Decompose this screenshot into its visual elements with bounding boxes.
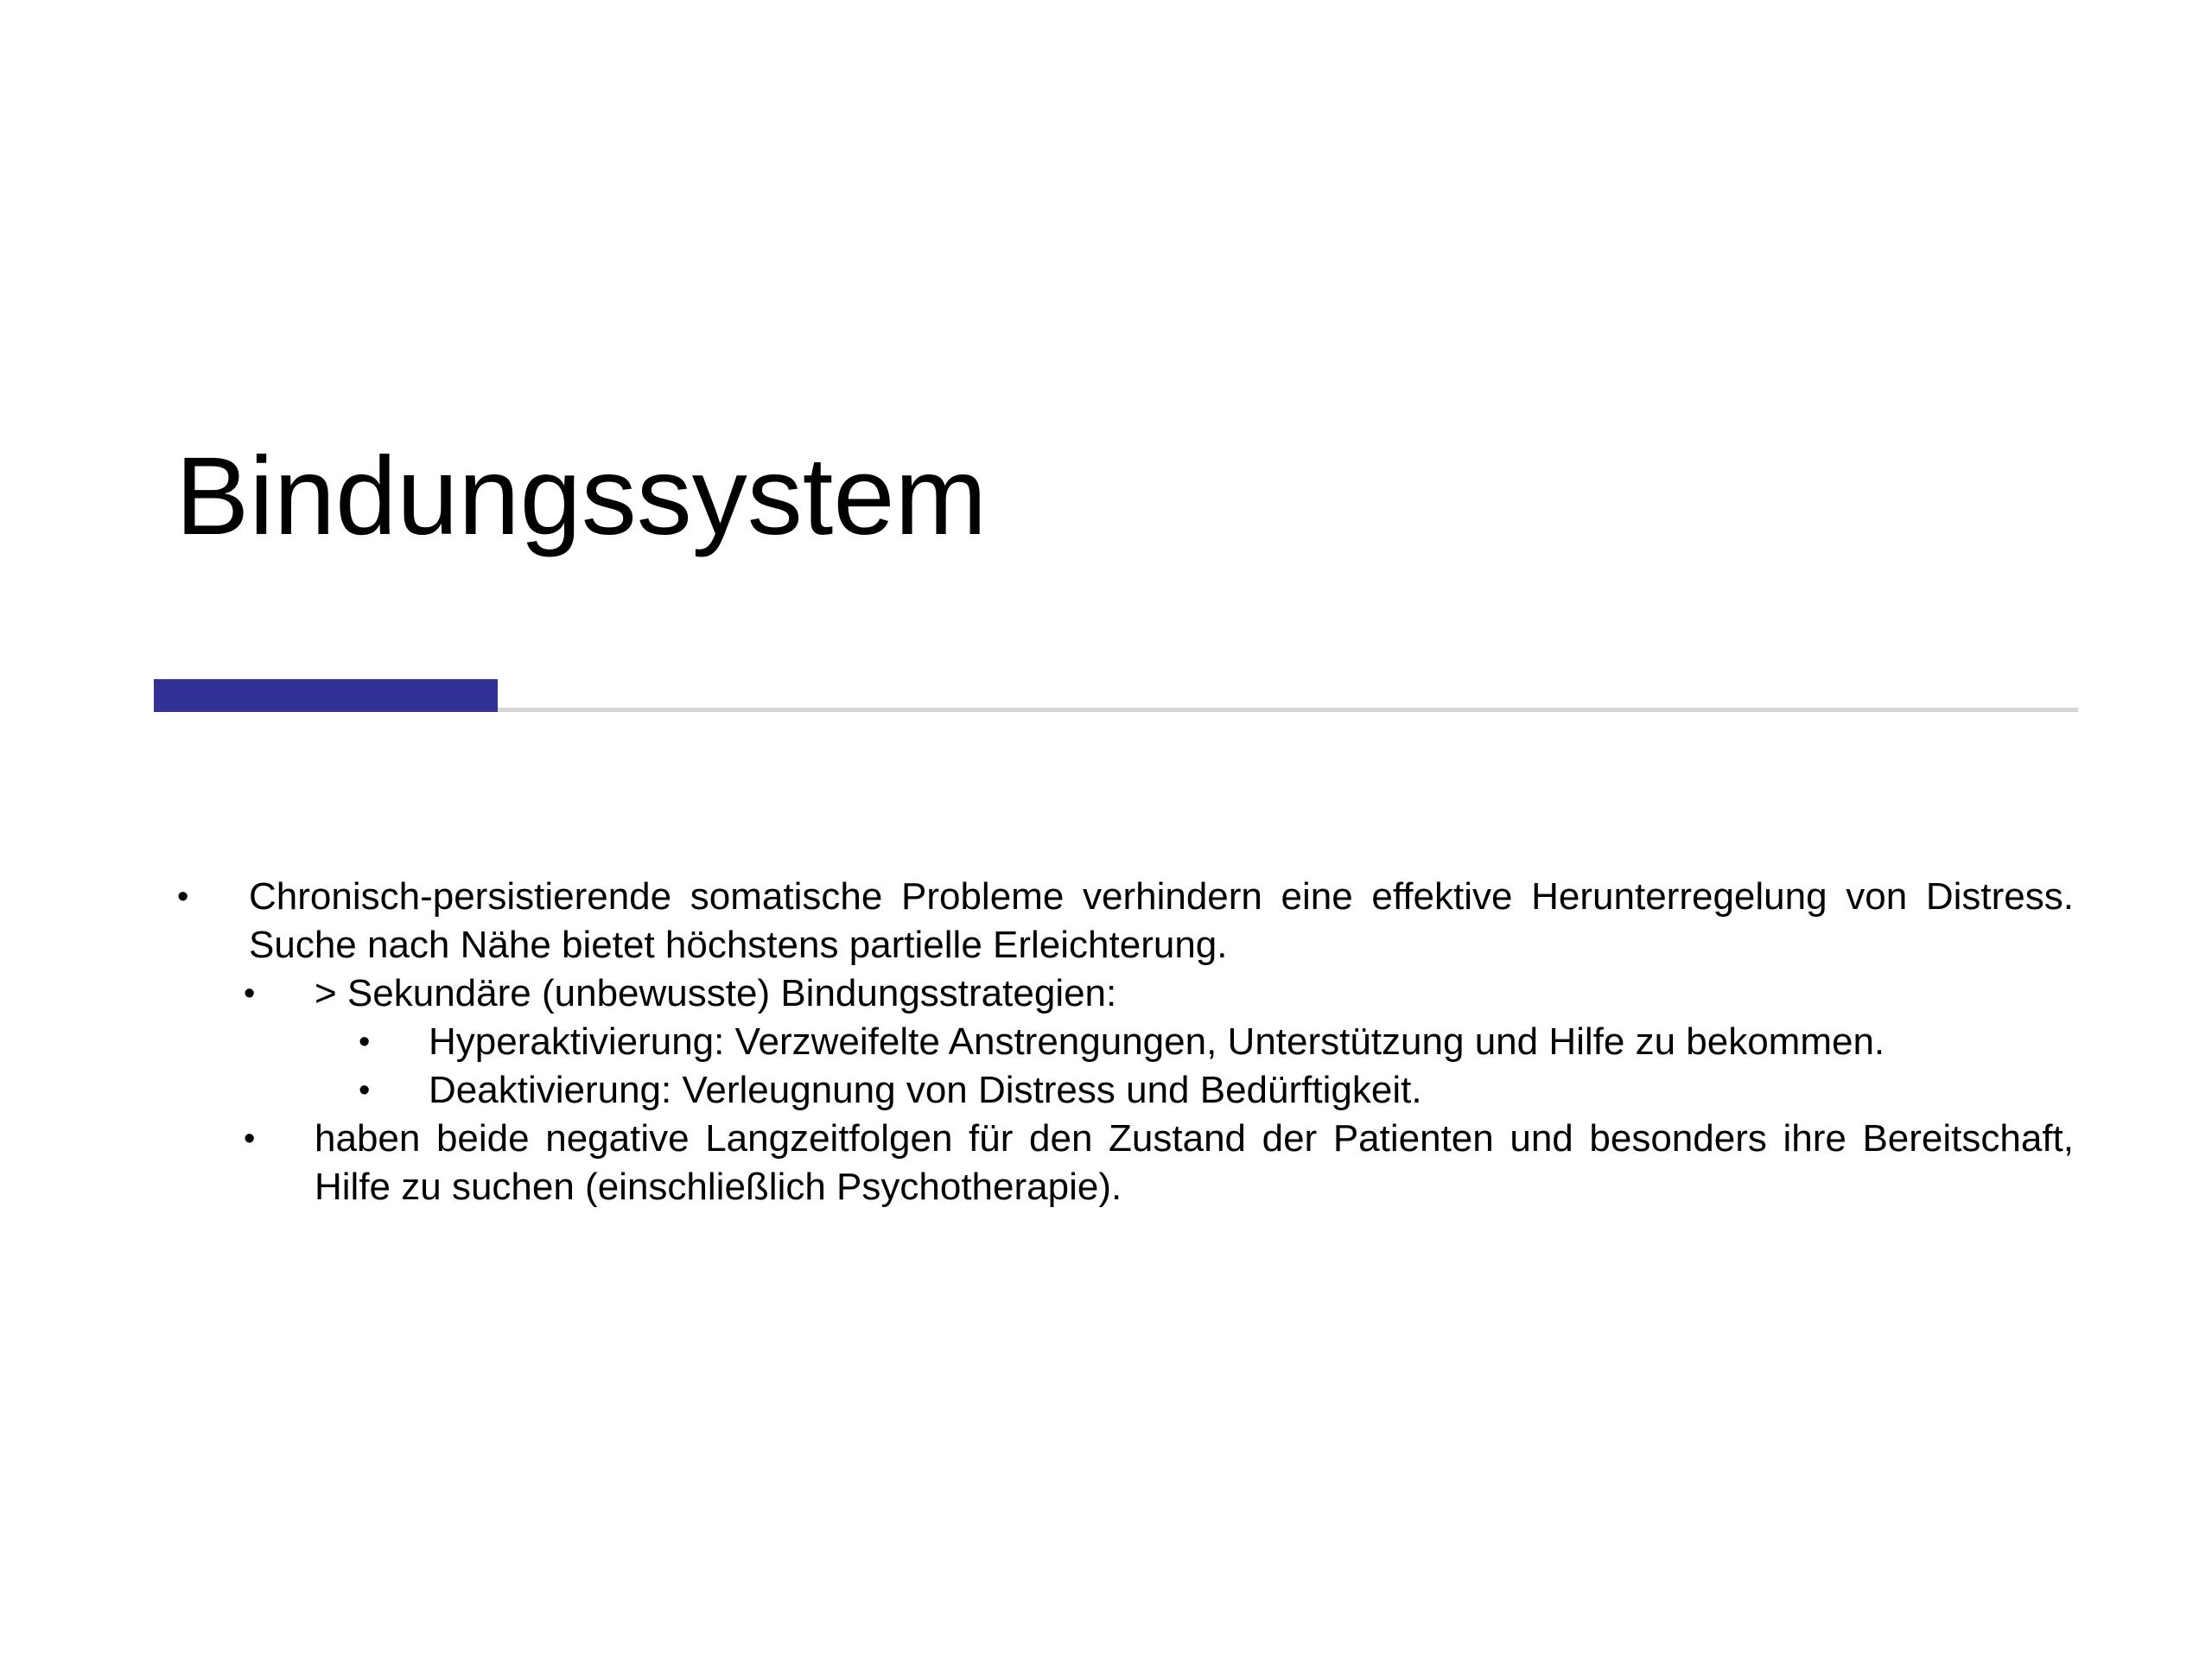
bullet-text: Deaktivierung: Verleugnung von Distress und Bedürftigkeit.: [429, 1069, 1422, 1111]
bullet-marker: •: [244, 976, 256, 1012]
bullet-marker: •: [244, 1121, 256, 1157]
bullet-text: > Sekundäre (unbewusste) Bindungsstrategien:: [315, 972, 1117, 1014]
title-accent-bar: [154, 679, 498, 712]
bullet-marker: •: [359, 1072, 371, 1109]
bullet-text: Chronisch-persistierende somatische Probleme verhindern eine effektive Herunterregelung von Distress. Suche nach Nähe bietet höchstens partielle Erleichterung.: [249, 875, 2074, 966]
bullet-text: Hyperaktivierung: Verzweifelte Anstrengungen, Unterstützung und Hilfe zu bekommen.: [429, 1020, 1885, 1063]
bullet-text: haben beide negative Langzeitfolgen für den Zustand der Patienten und besonders ihre Bereitschaft, Hilfe zu suchen (einschließlich Psychotherapie).: [315, 1117, 2074, 1208]
bullet-marker: •: [177, 879, 189, 915]
bullet-marker: •: [359, 1024, 371, 1060]
slide-title: Bindungssystem: [175, 435, 988, 558]
